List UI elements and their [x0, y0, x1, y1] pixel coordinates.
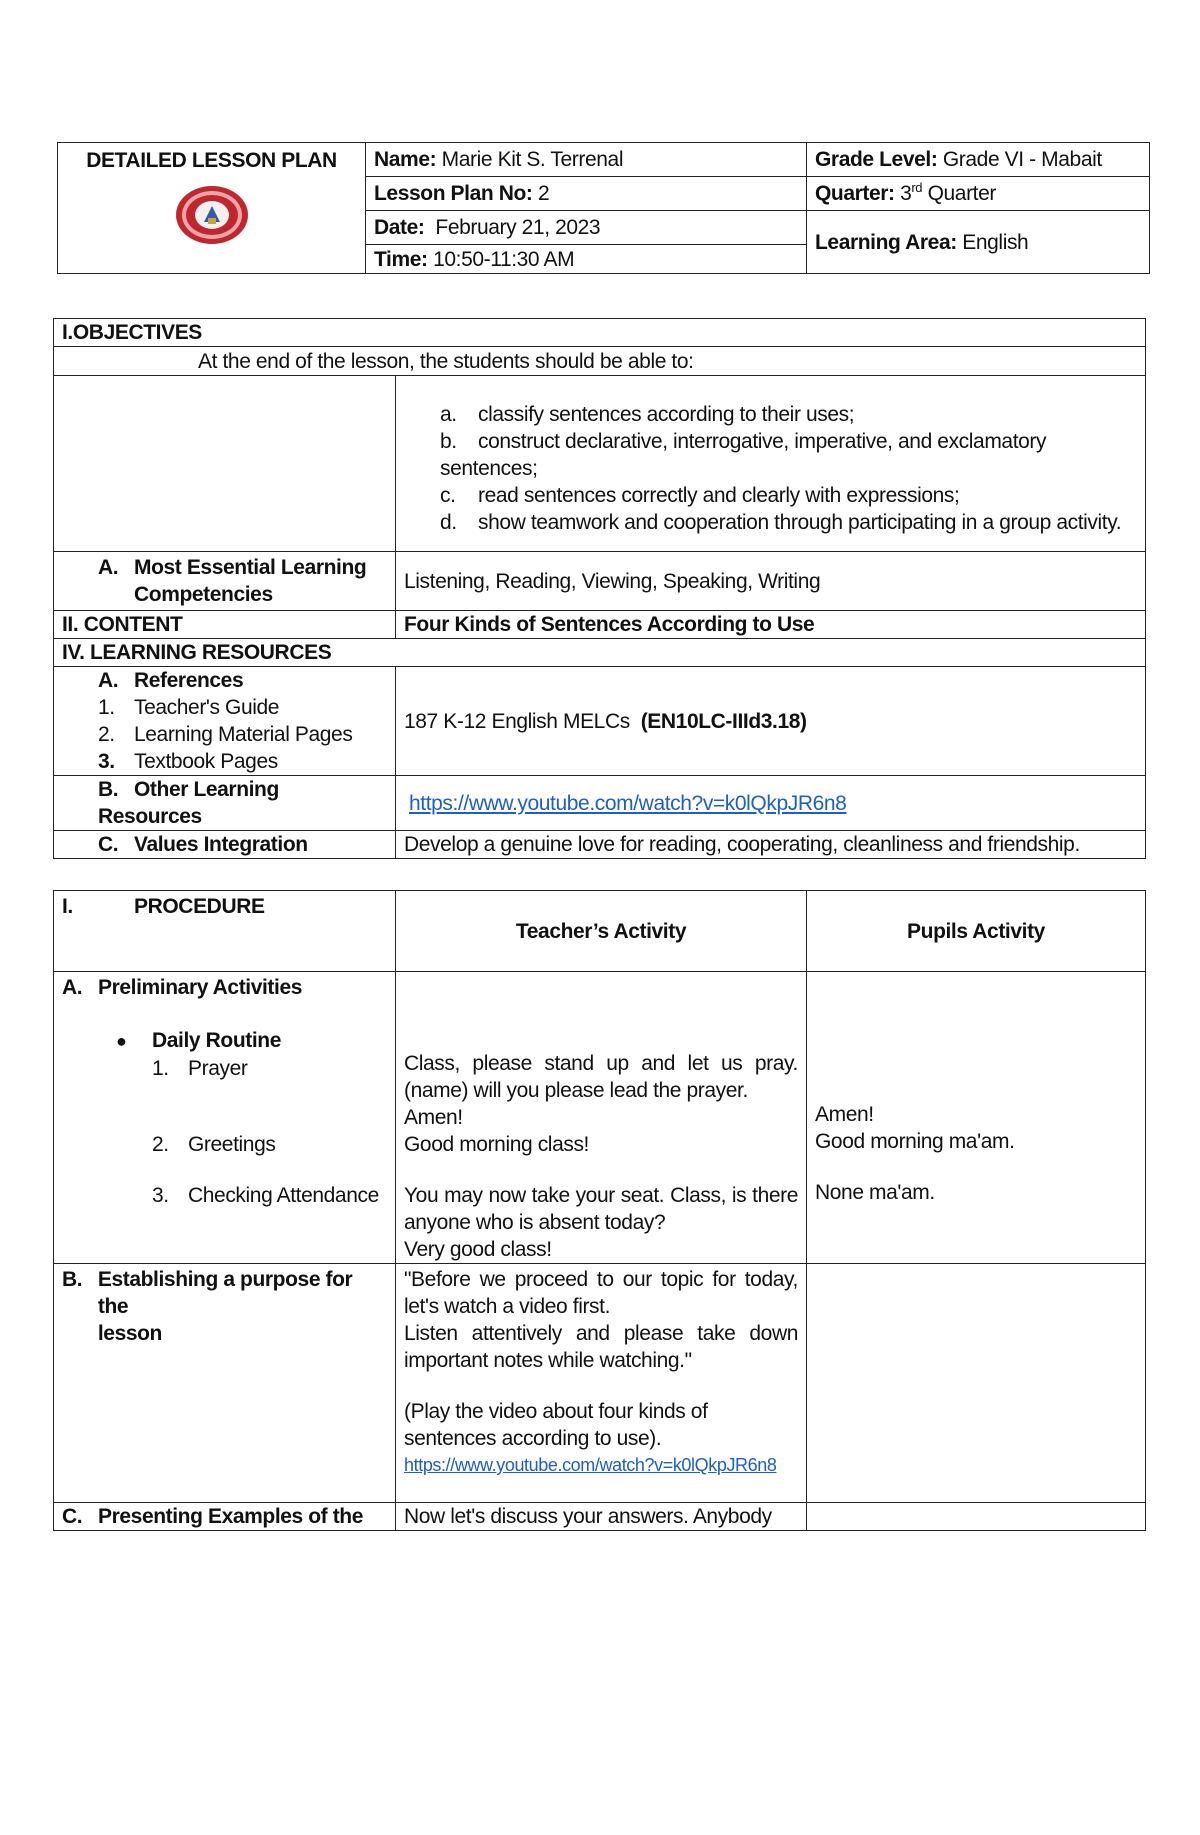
learning-area: English — [962, 230, 1029, 254]
lesson-date: February 21, 2023 — [435, 216, 601, 239]
procedure-heading-cell: I. PROCEDURE — [54, 891, 396, 972]
content-label: II. CONTENT — [62, 613, 183, 636]
objectives-table — [53, 318, 1146, 859]
other-resources-label: Other Learning Resources — [98, 778, 279, 828]
references-cell: A. References 1. Teacher's Guide 2. Learning Material Pages 3. Textbook Pages — [54, 667, 396, 776]
values-label-cell: C. Values Integration — [54, 831, 396, 859]
teacher-name: Marie Kit S. Terrenal — [441, 148, 624, 171]
objectives-list-cell — [396, 376, 1146, 552]
grade-level: Grade VI - Mabait — [942, 148, 1102, 171]
teacher-activity-header: Teacher’s Activity — [396, 891, 807, 972]
bullet-icon: ● — [116, 1031, 127, 1051]
objective-item: c. read sentences correctly and clearly with expressions; — [440, 484, 960, 507]
objective-item: a. classify sentences according to their uses; — [440, 403, 855, 426]
preliminary-activities-cell: A. Preliminary Activities ● Daily Routine 1. Prayer 2. Greetings 3. Checking Attendance — [54, 972, 396, 1264]
references-value: 187 K-12 English MELCs — [404, 709, 630, 733]
name-cell: Name: Marie Kit S. Terrenal — [366, 143, 807, 177]
lesson-no: 2 — [537, 182, 550, 205]
grade-cell: Grade Level: Grade VI - Mabait — [807, 143, 1150, 177]
references-label: References — [134, 669, 244, 692]
school-seal-icon — [174, 184, 250, 246]
values-label: Values Integration — [134, 833, 308, 856]
values-value-cell — [396, 831, 1146, 859]
routine-step: 3. Checking Attendance — [152, 1184, 379, 1207]
melc-label: Most Essential Learning Competencies — [134, 556, 367, 606]
references-value-cell — [396, 667, 1146, 776]
examples-label-cell: C. Presenting Examples of the — [54, 1503, 396, 1531]
youtube-link[interactable]: https://www.youtube.com/watch?v=k0lQkpJR6n8 — [409, 791, 847, 815]
melc-label-cell: A. Most Essential Learning Competencies — [54, 552, 396, 611]
lesson-time: 10:50-11:30 AM — [433, 247, 575, 271]
learning-area-cell: Learning Area: English — [807, 211, 1150, 274]
resources-heading: IV. LEARNING RESOURCES — [62, 641, 332, 664]
teacher-purpose-cell: "Before we proceed to our topic for today, let's watch a video first. Listen attentively and please take down important notes while watching." (Play the video about four kinds of sentences according to use). https://www.youtube.com/watch?v=k0lQkpJR6n8 — [396, 1264, 807, 1503]
procedure-table — [53, 890, 1146, 1531]
objective-item: d. show teamwork and cooperation through participating in a group activity. — [440, 511, 1122, 534]
content-label-cell — [54, 611, 396, 639]
teacher-examples-cell: Now let's discuss your answers. Anybody — [396, 1503, 807, 1531]
preliminary-activities-label: Preliminary Activities — [98, 976, 303, 999]
objectives-intro-cell — [54, 347, 1146, 376]
time-cell: Time: 10:50-11:30 AM — [366, 245, 807, 274]
routine-step: 2. Greetings — [152, 1133, 276, 1156]
references-code: (EN10LC-IIId3.18) — [640, 709, 807, 733]
objectives-intro: At the end of the lesson, the students should be able to: — [198, 349, 694, 373]
content-value: Four Kinds of Sentences According to Use — [404, 613, 815, 636]
pupils-purpose-cell — [807, 1264, 1146, 1503]
resources-heading-cell — [54, 639, 1146, 667]
pupils-activity-header: Pupils Activity — [807, 891, 1146, 972]
reference-item: 3. Textbook Pages — [98, 750, 278, 773]
youtube-link[interactable]: https://www.youtube.com/watch?v=k0lQkpJR6n8 — [404, 1455, 777, 1475]
melc-value-cell — [396, 552, 1146, 611]
objectives-heading: I.OBJECTIVES — [62, 321, 202, 344]
header-table — [57, 142, 1150, 274]
other-resources-value-cell — [396, 776, 1146, 831]
purpose-label-cell: B. Establishing a purpose for the lesson — [54, 1264, 396, 1503]
procedure-heading: PROCEDURE — [134, 895, 265, 918]
routine-step: 1. Prayer — [152, 1057, 248, 1080]
objective-item: b. construct declarative, interrogative, imperative, and exclamatory sentences; — [440, 430, 1047, 480]
quarter-cell: Quarter: 3rd Quarter — [807, 177, 1150, 211]
reference-item: 2. Learning Material Pages — [98, 723, 353, 746]
content-value-cell — [396, 611, 1146, 639]
pupils-examples-cell — [807, 1503, 1146, 1531]
pupils-preliminary-cell: Amen! Good morning ma'am. None ma'am. — [807, 972, 1146, 1264]
values-value: Develop a genuine love for reading, cooperating, cleanliness and friendship. — [404, 833, 1080, 856]
header-title-cell — [58, 143, 366, 274]
objectives-blank-cell — [54, 376, 396, 552]
objectives-heading-cell — [54, 319, 1146, 347]
daily-routine-label: Daily Routine — [152, 1029, 281, 1052]
date-cell: Date: February 21, 2023 — [366, 211, 807, 245]
lesson-no-cell: Lesson Plan No: 2 — [366, 177, 807, 211]
header-title: DETAILED LESSON PLAN — [86, 149, 337, 172]
reference-item: 1. Teacher's Guide — [98, 696, 280, 719]
purpose-label: Establishing a purpose for the lesson — [97, 1268, 353, 1345]
examples-label: Presenting Examples of the — [98, 1505, 364, 1528]
teacher-preliminary-cell: Class, please stand up and let us pray. (name) will you please lead the prayer. Amen! Good morning class! You may now take your seat. Class, is there anyone who is absent today? Very good class! — [396, 972, 807, 1264]
melc-value: Listening, Reading, Viewing, Speaking, Writing — [404, 569, 821, 593]
other-resources-label-cell: B. Other Learning Resources — [54, 776, 396, 831]
